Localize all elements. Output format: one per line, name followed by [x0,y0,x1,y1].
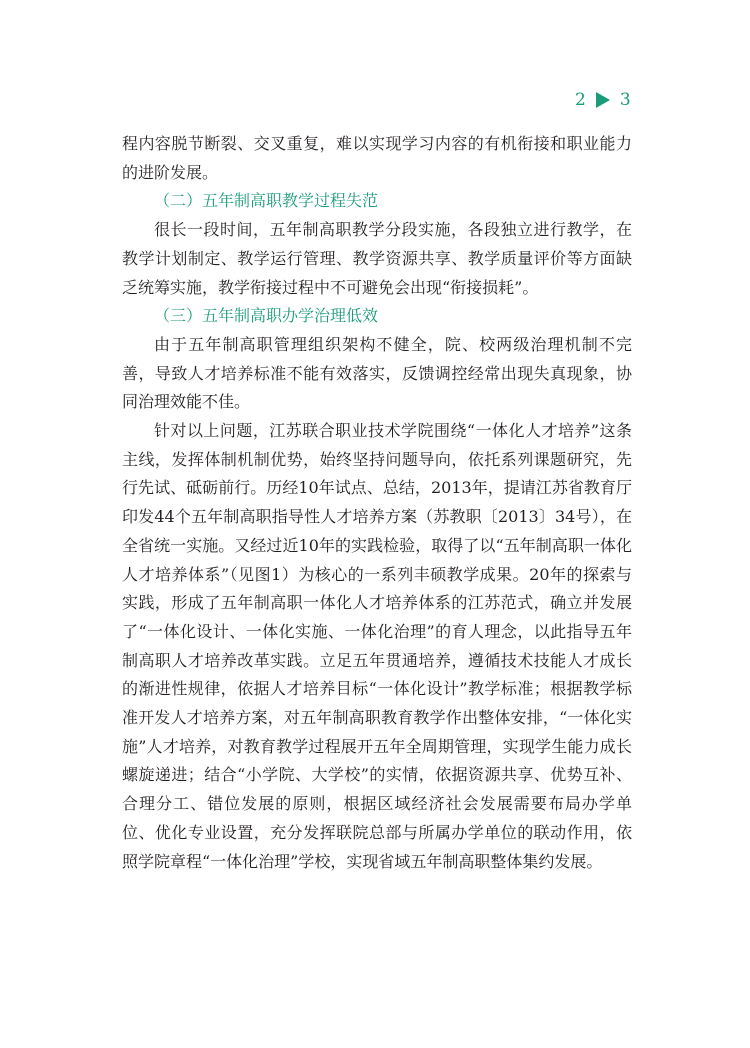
section-heading-2: （二）五年制高职教学过程失范 [154,191,379,211]
paragraph-governance: 由于五年制高职管理组织架构不健全，院、校两级治理机制不完善，导致人才培养标准不能有效落实，反馈调控经常出现失真现象，协同治理效能不佳。 [122,334,632,412]
next-page-arrow-icon [596,92,610,108]
current-page-number: 2 [575,90,586,110]
article-body [122,130,632,876]
next-page-number: 3 [619,90,631,110]
paragraph-continued: 程内容脱节断裂、交叉重复，难以实现学习内容的有机衔接和职业能力的进阶发展。 [122,134,632,182]
paragraph-teaching-process: 很长一段时间，五年制高职教学分段实施，各段独立进行教学，在教学计划制定、教学运行管理、教学资源共享、教学质量评价等方面缺乏统筹实施，教学衔接过程中不可避免会出现“衔接损耗”。 [122,220,632,297]
section-heading-3: （三）五年制高职办学治理低效 [154,306,379,326]
page-indicator [575,90,631,110]
paragraph-solution: 针对以上问题，江苏联合职业技术学院围绕“一体化人才培养”这条主线，发挥体制机制优势，始终坚持问题导向，依托系列课题研究，先行先试、砥砺前行。历经10年试点、总结，2013年，提请江苏省教育厅印发44个五年制高职指导性人才培养方案（苏教职〔2013〕34号），在全省统一实施。又经过近10年的实践检验，取得了以“五年制高职一体化人才培养体系”（见图1）为核心的一系列丰硕教学成果。20年的探索与实践，形成了五年制高职一体化人才培养体系的江苏范式，确立并发展了“一体化设计、一体化实施、一体化治理”的育人理念，以此指导五年制高职人才培养改革实践。立足五年贯通培养，遵循技术技能人才成长的渐进性规律，依据人才培养目标“一体化设计”教学标准；根据教学标准开发人才培养方案，对五年制高职教育教学作出整体安排，“一体化实施”人才培养，对教育教学过程展开五年全周期管理，实现学生能力成长螺旋递进；结合“小学院、大学校”的实情，依据资源共享、优势互补、合理分工、错位发展的原则，根据区域经济社会发展需要布局办学单位、优化专业设置，充分发挥联院总部与所属办学单位的联动作用，依照学院章程“一体化治理”学校，实现省域五年制高职整体集约发展。 [122,421,632,871]
